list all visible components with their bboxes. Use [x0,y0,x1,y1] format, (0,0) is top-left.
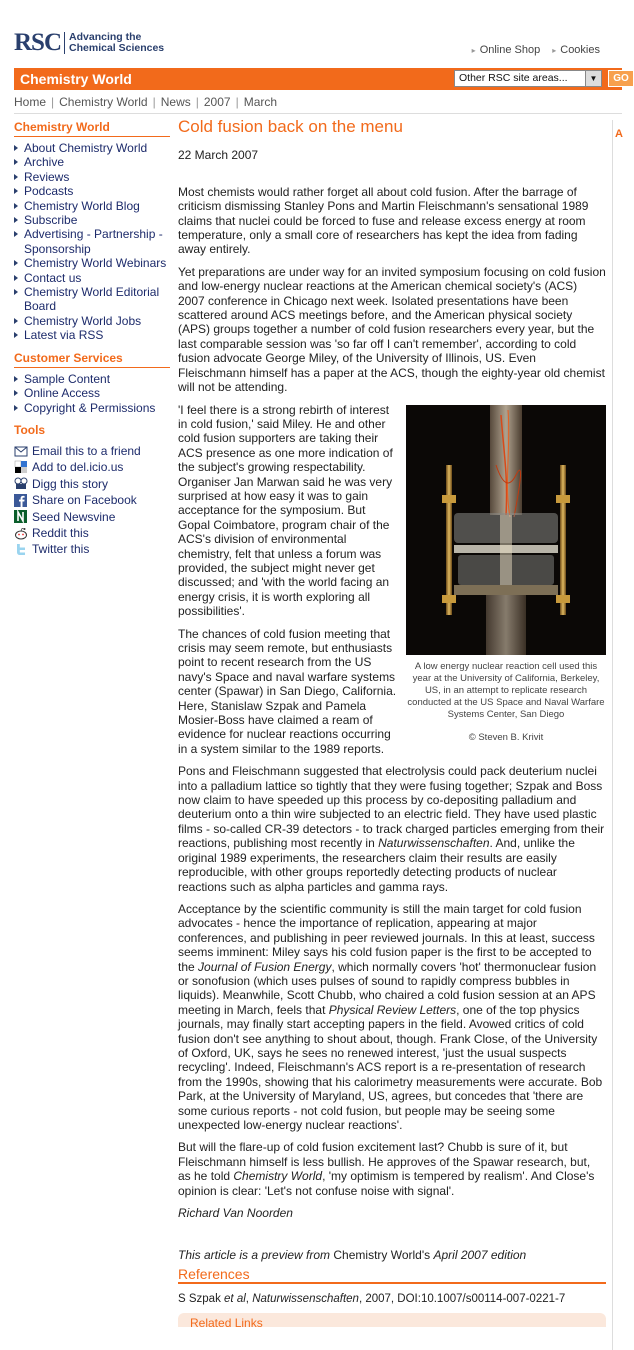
breadcrumb-separator: | [51,95,55,109]
tool-delicious[interactable] [14,459,170,475]
text-run: Pons and Fleischmann suggested that electrolysis could pack deuterium nuclei into a palladium lattice so tightly that they were fusing together; Szpak and Boss now claim to have speeded up this process by co-depositing palladium and deuterium onto a thin wire subjected to an electric field. They have used plastic [178,764,603,822]
twitter-icon [14,543,28,556]
digg-icon [14,477,28,490]
references-heading: References [178,1267,606,1284]
sidebar-item-podcasts[interactable]: Podcasts [14,184,170,198]
text-run: April 2007 edition [433,1248,527,1263]
sidebar-item-advertising[interactable]: Advertising - Partnership - Sponsorship [14,227,170,256]
text-run: , [245,1293,249,1306]
text-run: films - so-called CR-39 detectors - to track charged particles emerging from their reactions, publishing most recently in [178,821,605,851]
tool-label: Reddit this [32,525,89,540]
figure-photo [406,405,606,655]
figure-caption: A low energy nuclear reaction cell used this year at the University of California, Berkeley, US, in an attempt to replicate research conducted at the US Space and Naval Warfare Systems Center, San Diego [407,660,605,720]
tool-label: Twitter this [32,542,90,557]
breadcrumb-home[interactable]: Home [14,95,47,109]
breadcrumb [14,95,282,109]
breadcrumb-divider [14,113,622,114]
tool-digg[interactable] [14,476,170,492]
logo-tagline [69,32,164,54]
tool-facebook[interactable] [14,492,170,508]
text-run: , 'my optimism is tempered by realism'. And Close's opinion is clear: 'Let's not confuse noise with signal'. [178,1169,595,1198]
sidebar-item-about[interactable]: About Chemistry World [14,141,170,155]
tool-newsvine[interactable] [14,509,170,525]
sidebar-item-reviews[interactable]: Reviews [14,170,170,184]
text-run: This article is a preview from [178,1248,331,1263]
section-title[interactable]: Chemistry World [20,71,132,87]
sidebar-item-rss[interactable]: Latest via RSS [14,328,170,342]
sidebar-heading-tools: Tools [14,422,46,437]
breadcrumb-separator: | [195,95,199,109]
rsc-logo[interactable] [14,30,164,55]
text-run: , one of the top physics journals, may finally start accepting papers in the field. Avowed critics of cold fusion don't see anything to shout about, though. Frank Close, of the University of Oxford, UK, says he sees no renewed interest, 'just the usual suspects recycling'. Indeed, Fleischmann's ACS report is a re-presentation of research from the 1990s, showing that his calorimetry measurements were accurate. Bob Park, at the University of Maryland, US, agrees, but concedes that 'there are some curious reports - not cold fusion, but people may be seeing some unexpected low-energy nuclear reactions'. [178,1002,603,1132]
text-run: Chemistry World's [333,1248,431,1263]
breadcrumb-march[interactable]: March [243,95,278,109]
journal-name: Naturwissenschaften [378,836,490,851]
text-run: S Szpak [178,1293,221,1306]
tool-email[interactable] [14,443,170,459]
sidebar-item-blog[interactable]: Chemistry World Blog [14,199,170,213]
tool-label: Add to del.icio.us [32,460,124,475]
top-link-label: Online Shop [479,44,541,56]
reaction-cell-image [406,405,606,655]
site-areas-select[interactable] [454,70,602,87]
reference-item [178,1292,606,1306]
logo-tagline-line1: Advancing the [69,30,142,43]
breadcrumb-separator: | [152,95,156,109]
tool-twitter[interactable] [14,541,170,557]
sidebar-item-archive[interactable]: Archive [14,155,170,169]
breadcrumb-news[interactable]: News [160,95,191,109]
site-areas-select-value: Other RSC site areas... [459,72,568,84]
email-icon [14,445,28,458]
logo-tagline-line2: Chemical Sciences [69,41,165,54]
tool-reddit[interactable] [14,525,170,541]
sidebar-item-jobs[interactable]: Chemistry World Jobs [14,314,170,328]
sidebar-item-sample-content[interactable]: Sample Content [14,372,170,386]
article-paragraph [178,764,606,894]
sidebar-cs-list [14,372,170,415]
article-title: Cold fusion back on the menu [178,117,403,136]
chevron-right-icon: ▸ [552,46,557,55]
breadcrumb-2007[interactable]: 2007 [203,95,231,109]
article-figure [406,405,606,745]
sidebar-item-copyright[interactable]: Copyright & Permissions [14,401,170,415]
text-run: et al [224,1293,246,1306]
right-column-label: A [615,128,623,140]
chevron-down-icon: ▼ [585,71,601,86]
reddit-icon [14,527,28,540]
sidebar-heading-chemistry-world[interactable]: Chemistry World [14,120,170,137]
text-run: . And, unlike the original 1989 experiments, the researchers claim their results are easily reproducible, with other groups reportedly detecting products of nuclear reactions such as alpha particles and gamma rays. [178,836,575,894]
text-run: , which normally covers 'hot' thermonuclear fusion or sonofusion (which uses pulses of sound to rapidly compress bubbles in liquids). Meanwhile, Scott Chubb, who chaired a cold fusion session at an APS meeting in March, feels that [178,959,597,1017]
related-links-heading: Related Links [178,1313,606,1327]
sidebar [14,120,170,558]
article-paragraph [178,902,606,1133]
sidebar-item-editorial-board[interactable]: Chemistry World Editorial Board [14,285,170,314]
top-link-label: Cookies [560,44,600,56]
article [178,117,606,1330]
sidebar-item-contact[interactable]: Contact us [14,271,170,285]
breadcrumb-separator: | [235,95,239,109]
journal-name: Naturwissenschaften [252,1293,359,1306]
text-run: Acceptance by the scientific community is still the main target for cold fusion advocates - hence the importance of replication, appearing at major conferences, and publishing in peer reviewed journals. In this at least, success seems imminent: Miley says his cold fusion paper is the first to be accepted to the [178,901,595,974]
article-paragraph: Yet preparations are under way for an invited symposium focusing on cold fusion and low-energy nuclear reactions at the American chemical society's (ACS) 2007 conference in Chicago next week. Isolated presentations have been scattered around ACS meetings before, and the American physical society (APS) groups together a number of cold fusion researchers every year, but the last comparable session was 'so far off I can't remember', according to cold fusion advocate George Miley, of the University of Illinois, US. Even Fleischmann himself has a paper at the ACS, though the eighty-year old chemist will not be attending. [178,264,606,395]
tool-label: Digg this story [32,476,109,491]
delicious-icon [14,461,28,474]
reference-doi[interactable]: , 2007, DOI:10.1007/s00114-007-0221-7 [358,1293,566,1306]
figure-credit: © Steven B. Krivit [468,731,544,743]
breadcrumb-chemistry-world[interactable]: Chemistry World [59,95,148,109]
journal-name: Physical Review Letters [328,1002,457,1017]
logo-separator [64,32,65,54]
chevron-right-icon: ▸ [471,46,476,55]
section-bar [14,68,629,90]
article-paragraph: Most chemists would rather forget all about cold fusion. After the barrage of criticism dismissing Stanley Pons and Martin Fleischmann's sensational 1989 claims that nuclei could be forced to fuse and release excess energy at room temperature, only a small core of researchers has kept the idea from fading away entirely. [178,184,589,257]
sidebar-heading-customer-services[interactable]: Customer Services [14,351,170,368]
article-date: 22 March 2007 [178,148,259,163]
sidebar-item-webinars[interactable]: Chemistry World Webinars [14,256,170,270]
magazine-name: Chemistry World [233,1169,323,1184]
top-link-cookies[interactable] [552,44,600,56]
newsvine-icon [14,510,28,523]
right-column [612,120,622,1350]
tool-label: Seed Newsvine [32,509,116,524]
tool-label: Share on Facebook [32,493,137,508]
top-link-online-shop[interactable] [472,44,541,56]
site-header [0,0,622,66]
facebook-icon [14,494,28,507]
journal-name: Journal of Fusion Energy [198,959,332,974]
sidebar-item-online-access[interactable]: Online Access [14,386,170,400]
preview-note [178,1248,606,1262]
go-button[interactable]: GO [608,70,634,87]
top-links [472,44,600,56]
tool-label: Email this to a friend [32,443,141,458]
article-paragraph [178,1140,606,1198]
sidebar-item-subscribe[interactable]: Subscribe [14,213,170,227]
logo-mark: RSC [14,29,62,56]
sidebar-cw-list [14,141,170,343]
article-paragraph: The chances of cold fusion meeting that crisis may seem remote, but enthusiasts point to recent research from the US navy's Space and naval warfare systems center (Spawar) in San Diego, California. Here, Stanislaw Szpak and Pamela Mosier-Boss have claimed a ream of evidence for nuclear reactions occurring in a system similar to the 1989 reports. [178,626,397,756]
text-run: But will the flare-up of cold fusion excitement last? Chubb is sure of it, but Fleischmann himself is less bullish. He approves of the Spawar research, but, as he told [178,1140,591,1184]
article-author: Richard Van Noorden [178,1206,293,1221]
article-paragraph: 'I feel there is a strong rebirth of interest in cold fusion,' said Miley. He and other cold fusion supporters are taking their ACS presence as one more indication of the subject's growing respectability. Organiser Jan Marwan said he was very surprised at how easy it was to gain acceptance for the symposium. But Gopal Coimbatore, program chair of the ACS's division of environmental chemistry, felt that unless a forum was provided, the subject might never get discussed; and 'with the world facing an energy crisis, it is worth exploring all possibilities'. [178,402,393,619]
